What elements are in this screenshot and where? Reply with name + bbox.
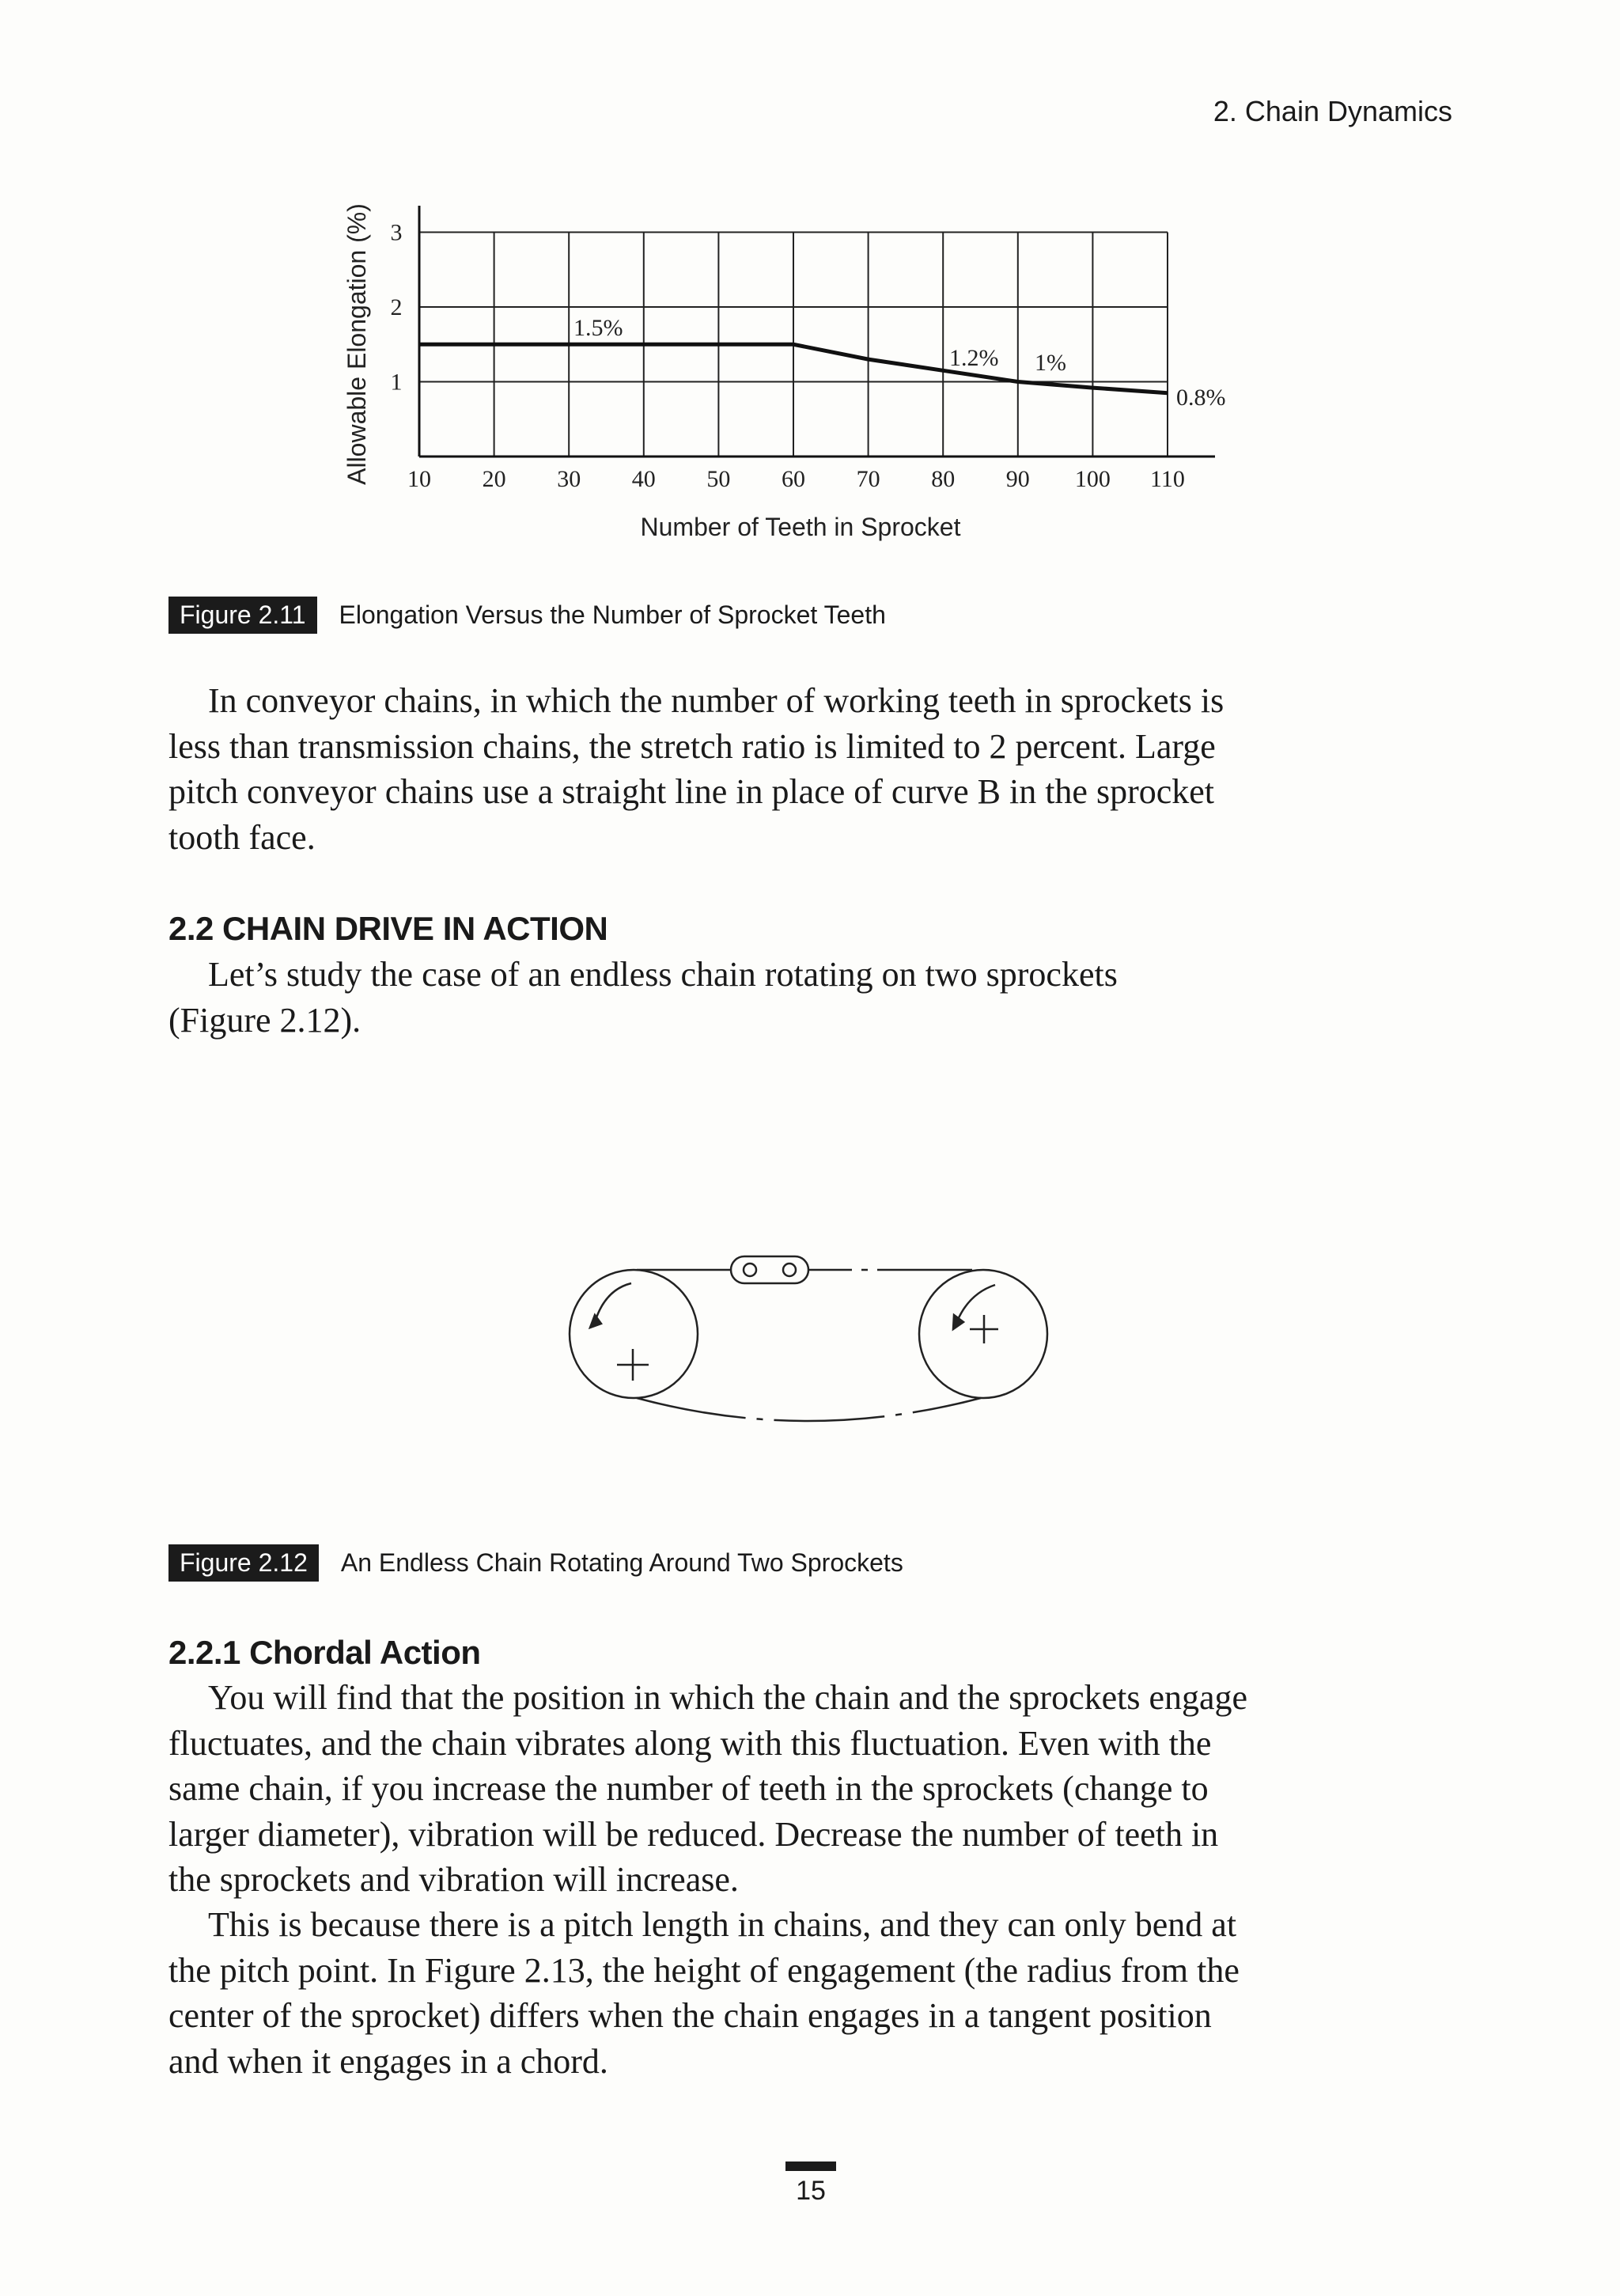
annotation-1-2: 1.2% — [949, 345, 999, 371]
text-line: (Figure 2.12). — [168, 1000, 361, 1040]
right-rotation-arrow-icon — [957, 1285, 995, 1321]
paragraph-chordal-action-2 — [168, 1902, 1454, 2084]
y-tick-label: 2 — [390, 294, 403, 320]
section-2-2-heading: 2.2 CHAIN DRIVE IN ACTION — [168, 910, 608, 947]
x-tick-label: 80 — [931, 466, 956, 492]
page-number-text: 15 — [796, 2176, 826, 2206]
paragraph-chain-drive — [168, 952, 1454, 1043]
text-line: larger diameter), vibration will be reduced. Decrease the number of teeth in — [168, 1814, 1219, 1854]
text-line: center of the sprocket) differs when the chain engages in a tangent position — [168, 1996, 1212, 2035]
text-line: and when it engages in a chord. — [168, 2041, 608, 2081]
elongation-chart — [0, 0, 1620, 601]
text-line: the sprockets and vibration will increase. — [168, 1860, 739, 1899]
x-tick-label: 10 — [407, 466, 431, 492]
x-tick-label: 40 — [631, 466, 656, 492]
paragraph-conveyor-chains — [168, 678, 1454, 860]
text-line: same chain, if you increase the number of teeth in the sprockets (change to — [168, 1769, 1209, 1808]
y-tick-labels — [391, 220, 403, 396]
left-rotation-arrow-icon — [595, 1283, 631, 1322]
x-tick-label: 30 — [557, 466, 581, 492]
running-head: 2. Chain Dynamics — [1213, 95, 1452, 127]
section-2-2-1-heading: 2.2.1 Chordal Action — [168, 1634, 481, 1671]
page-number-bar — [785, 2161, 836, 2171]
figure-2-11-title: Elongation Versus the Number of Sprocket Teeth — [339, 601, 886, 630]
figure-2-11-label: Figure 2.11 — [168, 597, 317, 634]
annotation-1: 1% — [1035, 350, 1066, 376]
chart-axes — [419, 206, 1215, 457]
x-tick-label: 60 — [782, 466, 805, 492]
x-tick-label: 20 — [482, 466, 506, 492]
text-line: tooth face. — [168, 817, 316, 857]
x-tick-label: 90 — [1005, 466, 1030, 492]
figure-2-11-caption — [168, 597, 886, 634]
text-line: Let’s study the case of an endless chain rotating on two sprockets — [208, 955, 1118, 994]
chain-link-icon — [731, 1256, 808, 1283]
paragraph-chordal-action-1 — [168, 1675, 1454, 1903]
page-number — [785, 2161, 836, 2207]
text-line: less than transmission chains, the stretch ratio is limited to 2 percent. Large — [168, 726, 1216, 766]
text-line: pitch conveyor chains use a straight line in place of curve B in the sprocket — [168, 772, 1215, 811]
x-tick-label: 110 — [1150, 466, 1185, 492]
figure-2-12-title: An Endless Chain Rotating Around Two Sprockets — [340, 1548, 903, 1578]
figure-2-12-caption — [168, 1544, 903, 1582]
annotation-1-5: 1.5% — [573, 315, 623, 341]
left-center-cross — [617, 1349, 649, 1381]
endless-chain-diagram — [0, 1187, 1620, 1472]
text-line: You will find that the position in which the chain and the sprockets engage — [208, 1678, 1248, 1717]
x-tick-label: 100 — [1074, 466, 1111, 492]
text-line: In conveyor chains, in which the number of working teeth in sprockets is — [208, 681, 1224, 720]
y-axis-label: Allowable Elongation (%) — [343, 203, 371, 485]
right-center-cross — [970, 1315, 998, 1343]
annotation-0-8: 0.8% — [1176, 385, 1226, 411]
chain-lower-run — [637, 1398, 981, 1421]
x-tick-label: 50 — [706, 466, 731, 492]
y-tick-label: 1 — [390, 369, 403, 396]
figure-2-12-label: Figure 2.12 — [168, 1544, 319, 1582]
x-axis-label: Number of Teeth in Sprocket — [640, 513, 961, 541]
x-tick-labels — [407, 466, 1185, 492]
text-line: the pitch point. In Figure 2.13, the height of engagement (the radius from the — [168, 1950, 1240, 1990]
y-tick-label: 3 — [390, 219, 403, 246]
text-line: fluctuates, and the chain vibrates along with this fluctuation. Even with the — [168, 1723, 1212, 1763]
x-tick-label: 70 — [856, 466, 880, 492]
text-line: This is because there is a pitch length in chains, and they can only bend at — [208, 1905, 1237, 1944]
